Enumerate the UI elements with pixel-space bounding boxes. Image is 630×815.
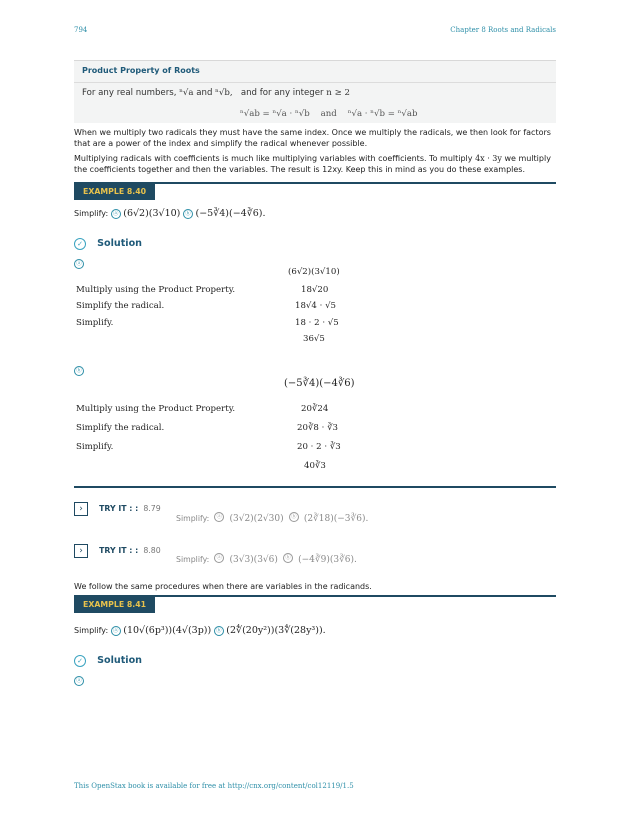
step-start: (6√2)(3√10) bbox=[288, 267, 340, 277]
part-b-badge: ⓑ bbox=[183, 209, 193, 219]
part-b-badge: ⓑ bbox=[214, 626, 224, 636]
step-math: 20∛24 bbox=[301, 404, 329, 414]
step-label: Simplify the radical. bbox=[76, 301, 165, 311]
expand-chevron-icon[interactable]: › bbox=[74, 502, 88, 516]
para-2-start: Multiplying radicals with coefficients is much like multiplying variables with coefficients. To multiply bbox=[74, 154, 473, 163]
rule-and: and bbox=[196, 88, 213, 98]
rule-box-statement bbox=[82, 88, 350, 98]
rule-box-title: Product Property of Roots bbox=[82, 66, 200, 75]
step-math: 20∛8 · ∛3 bbox=[297, 423, 339, 433]
solution-heading bbox=[74, 650, 142, 669]
rule-box-divider bbox=[74, 82, 556, 83]
step-result: 36√5 bbox=[303, 334, 325, 344]
problem-a: (3√3)(3√6) bbox=[229, 555, 278, 565]
step-math: 20 · 2 · ∛3 bbox=[297, 442, 341, 452]
try-it-number: 8.80 bbox=[143, 546, 161, 555]
root-b: ⁿ√b, bbox=[215, 88, 233, 98]
part-b-badge: ⓑ bbox=[289, 512, 299, 522]
paragraph-index: When we multiply two radicals they must have the same index. Once we multiply the radicals, we then look for factors that are a power of the index and simplify the radical whenever possible. bbox=[74, 128, 551, 148]
rule-formula bbox=[240, 109, 417, 119]
expand-chevron-icon[interactable]: › bbox=[74, 544, 88, 558]
try-it-880[interactable] bbox=[74, 540, 161, 559]
problem-a: (3√2)(2√30) bbox=[229, 514, 284, 524]
problem-a: (10√(6p³))(4√(3p)) bbox=[123, 625, 212, 636]
try-it-problem bbox=[176, 506, 368, 525]
rule-suffix: and for any integer bbox=[240, 88, 324, 98]
step-result: 40∛3 bbox=[304, 461, 326, 471]
step-start: (−5∛4)(−4∛6) bbox=[284, 378, 355, 389]
part-a-badge: ⓐ bbox=[111, 209, 121, 219]
problem-b: (2∜(20y²))(3∜(28y³)). bbox=[226, 625, 326, 636]
problem-a: (6√2)(3√10) bbox=[123, 208, 181, 219]
chapter-title: Chapter 8 Roots and Radicals bbox=[450, 26, 556, 34]
step-label: Multiply using the Product Property. bbox=[76, 285, 236, 295]
check-circle-icon: ✓ bbox=[74, 238, 86, 250]
step-label: Multiply using the Product Property. bbox=[76, 404, 236, 414]
example-problem bbox=[74, 208, 266, 219]
try-it-number: 8.79 bbox=[143, 504, 161, 513]
paragraph-variables: We follow the same procedures when there are variables in the radicands. bbox=[74, 582, 372, 591]
root-a: ⁿ√a bbox=[179, 88, 194, 98]
rule-prefix: For any real numbers, bbox=[82, 88, 177, 98]
example-problem bbox=[74, 625, 326, 636]
formula-and: and bbox=[320, 109, 337, 119]
solution-label: Solution bbox=[97, 238, 143, 249]
n-condition: n ≥ 2 bbox=[326, 88, 350, 98]
part-a-badge: ⓐ bbox=[214, 512, 224, 522]
simplify-label: Simplify: bbox=[176, 514, 210, 523]
try-it-label: TRY IT : : bbox=[99, 546, 139, 555]
solution-part-b-badge: ⓑ bbox=[74, 366, 84, 376]
check-circle-icon: ✓ bbox=[74, 655, 86, 667]
solution-part-a-badge: ⓐ bbox=[74, 676, 84, 686]
page-number: 794 bbox=[74, 26, 88, 34]
example-end-rule bbox=[74, 486, 556, 488]
paragraph-coefficients bbox=[74, 153, 556, 175]
step-label: Simplify. bbox=[76, 318, 114, 328]
try-it-879[interactable] bbox=[74, 498, 161, 517]
step-math: 18√4 · √5 bbox=[295, 301, 337, 311]
example-tag: EXAMPLE 8.40 bbox=[74, 184, 155, 200]
solution-heading bbox=[74, 233, 142, 252]
step-label: Simplify the radical. bbox=[76, 423, 165, 433]
problem-b: (−4∛9)(3∛6). bbox=[298, 555, 357, 565]
para-2-end: we multiply the coefficients together and then the variables. The result is 12xy. Keep this in mind as you do these examples. bbox=[74, 154, 551, 174]
try-it-problem bbox=[176, 547, 357, 566]
problem-b: (2∛18)(−3∛6). bbox=[303, 514, 369, 524]
para-2-math: 4x · 3y bbox=[475, 154, 502, 163]
step-label: Simplify. bbox=[76, 442, 114, 452]
solution-part-a-badge: ⓐ bbox=[74, 259, 84, 269]
problem-b: (−5∛4)(−4∛6). bbox=[195, 208, 266, 219]
simplify-label: Simplify: bbox=[74, 626, 109, 635]
formula-1: ⁿ√ab = ⁿ√a · ⁿ√b bbox=[240, 109, 310, 119]
solution-label: Solution bbox=[97, 655, 143, 666]
simplify-label: Simplify: bbox=[74, 209, 109, 218]
formula-2: ⁿ√a · ⁿ√b = ⁿ√ab bbox=[347, 109, 418, 119]
step-math: 18 · 2 · √5 bbox=[295, 318, 339, 328]
try-it-label: TRY IT : : bbox=[99, 504, 139, 513]
simplify-label: Simplify: bbox=[176, 555, 210, 564]
footer-note: This OpenStax book is available for free at http://cnx.org/content/col12119/1.5 bbox=[74, 782, 354, 790]
step-math: 18√20 bbox=[301, 285, 329, 295]
example-tag: EXAMPLE 8.41 bbox=[74, 597, 155, 613]
part-a-badge: ⓐ bbox=[111, 626, 121, 636]
part-a-badge: ⓐ bbox=[214, 553, 224, 563]
part-b-badge: ⓑ bbox=[283, 553, 293, 563]
